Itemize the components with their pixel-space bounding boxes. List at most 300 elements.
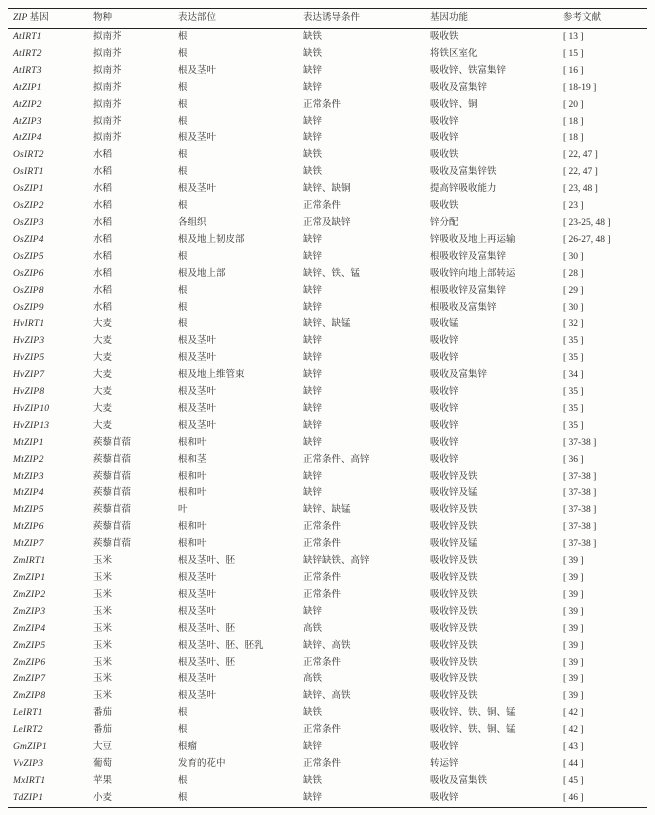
table-row — [8, 181, 647, 198]
location-cell: 根和叶 — [178, 539, 207, 550]
location-cell: 根及茎叶 — [178, 403, 217, 414]
location-cell: 根及茎叶、胚、胚乳 — [178, 640, 264, 651]
reference-cell: [ 39 ] — [563, 573, 584, 583]
location-cell: 根及茎叶 — [178, 691, 217, 702]
location-cell: 根和叶 — [178, 471, 207, 482]
table-row — [8, 266, 647, 283]
table-row — [8, 519, 647, 536]
function-cell: 吸收锌及铁 — [430, 471, 478, 482]
location-cell: 根 — [178, 302, 188, 313]
table-row — [8, 553, 647, 570]
condition-cell: 缺锌 — [303, 488, 323, 499]
table-row — [8, 638, 647, 655]
location-cell: 根及茎叶、胚 — [178, 657, 236, 668]
gene-cell: OsZIP1 — [13, 184, 44, 195]
gene-cell: LeIRT1 — [13, 708, 43, 719]
reference-cell: [ 43 ] — [563, 742, 584, 753]
species-cell: 水稻 — [93, 217, 113, 228]
table-row — [8, 97, 647, 114]
species-cell: 葡萄 — [93, 758, 113, 769]
reference-cell: [ 18 ] — [563, 116, 584, 127]
function-cell: 吸收锌、铁富集锌 — [430, 65, 507, 76]
condition-cell: 正常及缺锌 — [303, 217, 351, 228]
reference-cell: [ 37-38 ] — [563, 505, 597, 516]
table-row — [8, 418, 647, 435]
condition-cell: 缺铁 — [303, 150, 323, 161]
location-cell: 根及茎叶 — [178, 387, 217, 398]
function-cell: 根吸收锌及富集锌 — [430, 251, 507, 262]
table-row — [8, 688, 647, 705]
reference-cell: [ 37-38 ] — [563, 539, 597, 550]
species-cell: 蒺藜苜蓿 — [93, 437, 132, 448]
species-cell: 拟南芥 — [93, 48, 122, 59]
location-cell: 根 — [178, 708, 188, 719]
function-cell: 吸收锌、铁、铜、锰 — [430, 725, 516, 736]
function-cell: 锌分配 — [430, 217, 459, 228]
gene-cell: OsZIP2 — [13, 201, 44, 212]
table-row — [8, 790, 647, 807]
table-row — [8, 114, 647, 131]
col-header-condition: 表达诱导条件 — [298, 9, 425, 29]
gene-cell: ZmIRT1 — [13, 556, 46, 567]
location-cell: 根和茎 — [178, 454, 207, 465]
gene-cell: AtIRT2 — [13, 48, 42, 59]
function-cell: 吸收锌及铁 — [430, 657, 478, 668]
condition-cell: 缺铁 — [303, 32, 323, 42]
reference-cell: [ 39 ] — [563, 691, 584, 702]
condition-cell: 缺锌、高铁 — [303, 691, 351, 702]
table-header — [8, 9, 647, 29]
condition-cell: 正常条件 — [303, 758, 342, 769]
species-cell: 拟南芥 — [93, 32, 122, 42]
location-cell: 根及茎叶 — [178, 573, 217, 583]
condition-cell: 缺锌 — [303, 234, 323, 245]
reference-cell: [ 18-19 ] — [563, 82, 597, 93]
gene-cell: MtZIP6 — [13, 522, 44, 533]
gene-cell: GmZIP1 — [13, 742, 47, 753]
condition-cell: 正常条件 — [303, 589, 342, 600]
condition-cell: 缺锌 — [303, 471, 323, 482]
condition-cell: 缺锌 — [303, 420, 323, 431]
function-cell: 吸收锌及铁 — [430, 623, 478, 634]
species-cell: 大麦 — [93, 420, 113, 431]
table-body — [8, 29, 647, 808]
table-row — [8, 655, 647, 672]
function-cell: 吸收及富集锌 — [430, 370, 488, 381]
condition-cell: 缺铁 — [303, 167, 323, 178]
reference-cell: [ 39 ] — [563, 589, 584, 600]
gene-cell: OsIRT2 — [13, 150, 44, 161]
zip-gene-table — [8, 8, 647, 808]
gene-cell: ZmZIP7 — [13, 674, 46, 685]
location-cell: 根 — [178, 99, 188, 110]
table-row — [8, 435, 647, 452]
species-cell: 拟南芥 — [93, 99, 122, 110]
gene-cell: MtZIP7 — [13, 539, 44, 550]
table-row — [8, 671, 647, 688]
species-cell: 玉米 — [93, 556, 113, 567]
condition-cell: 缺锌、缺锰 — [303, 319, 351, 330]
location-cell: 根及地上部 — [178, 268, 226, 279]
gene-cell: HvZIP8 — [13, 387, 45, 398]
reference-cell: [ 39 ] — [563, 606, 584, 617]
condition-cell: 高铁 — [303, 674, 323, 685]
species-cell: 蒺藜苜蓿 — [93, 488, 132, 499]
reference-cell: [ 39 ] — [563, 623, 584, 634]
gene-cell: HvZIP5 — [13, 353, 45, 364]
table-row — [8, 249, 647, 266]
condition-cell: 缺锌 — [303, 403, 323, 414]
location-cell: 根 — [178, 150, 188, 161]
table-row — [8, 502, 647, 519]
condition-cell: 正常条件 — [303, 522, 342, 533]
reference-cell: [ 35 ] — [563, 403, 584, 414]
reference-cell: [ 36 ] — [563, 454, 584, 465]
gene-cell: MtZIP2 — [13, 454, 44, 465]
function-cell: 吸收锌 — [430, 454, 459, 465]
function-cell: 吸收锌及铁 — [430, 505, 478, 516]
condition-cell: 缺锌缺铁、高锌 — [303, 556, 370, 567]
species-cell: 玉米 — [93, 640, 113, 651]
gene-cell: TdZIP1 — [13, 792, 44, 803]
reference-cell: [ 18 ] — [563, 133, 584, 144]
table-row — [8, 232, 647, 249]
reference-cell: [ 37-38 ] — [563, 522, 597, 533]
table-row — [8, 570, 647, 587]
gene-cell: OsIRT1 — [13, 167, 44, 178]
species-cell: 蒺藜苜蓿 — [93, 505, 132, 516]
col-header-location: 表达部位 — [173, 9, 298, 29]
gene-cell: ZmZIP1 — [13, 573, 46, 583]
reference-cell: [ 23 ] — [563, 201, 584, 212]
gene-cell: VvZIP3 — [13, 758, 44, 769]
function-cell: 吸收锌及铁 — [430, 589, 478, 600]
condition-cell: 正常条件 — [303, 573, 342, 583]
header-row — [8, 9, 647, 29]
function-cell: 吸收及富集锌铁 — [430, 167, 497, 178]
gene-cell: AtZIP4 — [13, 133, 42, 144]
table-row — [8, 536, 647, 553]
table-row — [8, 316, 647, 333]
table-row — [8, 773, 647, 790]
reference-cell: [ 35 ] — [563, 353, 584, 364]
species-cell: 拟南芥 — [93, 116, 122, 127]
gene-cell: ZmZIP4 — [13, 623, 46, 634]
gene-header-italic: ZIP — [13, 13, 28, 23]
col-header-function: 基因功能 — [425, 9, 558, 29]
reference-cell: [ 30 ] — [563, 251, 584, 262]
table-row — [8, 29, 647, 46]
function-cell: 吸收锌 — [430, 353, 459, 364]
condition-cell: 缺锌 — [303, 792, 323, 803]
condition-cell: 缺锌 — [303, 285, 323, 296]
condition-cell: 正常条件 — [303, 657, 342, 668]
location-cell: 根和叶 — [178, 437, 207, 448]
function-cell: 吸收及富集铁 — [430, 775, 488, 786]
location-cell: 各组织 — [178, 217, 207, 228]
condition-cell: 缺锌 — [303, 133, 323, 144]
function-cell: 吸收铁 — [430, 32, 459, 42]
species-cell: 蒺藜苜蓿 — [93, 471, 132, 482]
species-cell: 玉米 — [93, 623, 113, 634]
function-cell: 吸收锰 — [430, 319, 459, 330]
gene-cell: HvZIP13 — [13, 420, 50, 431]
condition-cell: 缺锌 — [303, 353, 323, 364]
gene-cell: LeIRT2 — [13, 725, 43, 736]
location-cell: 根及茎叶 — [178, 353, 217, 364]
condition-cell: 正常条件 — [303, 99, 342, 110]
condition-cell: 缺锌 — [303, 116, 323, 127]
condition-cell: 缺锌 — [303, 82, 323, 93]
species-cell: 水稻 — [93, 201, 113, 212]
condition-cell: 缺锌 — [303, 437, 323, 448]
function-cell: 吸收锌及铁 — [430, 691, 478, 702]
function-cell: 吸收锌 — [430, 420, 459, 431]
reference-cell: [ 13 ] — [563, 32, 584, 42]
location-cell: 发育的花中 — [178, 758, 226, 769]
col-header-reference: 参考文献 — [558, 9, 647, 29]
location-cell: 根及茎叶、胚 — [178, 623, 236, 634]
condition-cell: 正常条件 — [303, 725, 342, 736]
reference-cell: [ 28 ] — [563, 268, 584, 279]
species-cell: 大豆 — [93, 742, 113, 753]
condition-cell: 高铁 — [303, 623, 323, 634]
table-row — [8, 367, 647, 384]
gene-cell: AtZIP2 — [13, 99, 42, 110]
species-cell: 水稻 — [93, 268, 113, 279]
function-cell: 吸收锌 — [430, 116, 459, 127]
table-row — [8, 164, 647, 181]
reference-cell: [ 42 ] — [563, 708, 584, 719]
table-row — [8, 300, 647, 317]
location-cell: 根 — [178, 32, 188, 42]
condition-cell: 缺锌、铁、锰 — [303, 268, 361, 279]
reference-cell: [ 37-38 ] — [563, 488, 597, 499]
species-cell: 玉米 — [93, 674, 113, 685]
species-cell: 水稻 — [93, 234, 113, 245]
reference-cell: [ 23-25, 48 ] — [563, 217, 611, 228]
function-cell: 吸收锌及锰 — [430, 488, 478, 499]
function-cell: 吸收锌及锰 — [430, 539, 478, 550]
reference-cell: [ 37-38 ] — [563, 471, 597, 482]
function-cell: 吸收锌向地上部转运 — [430, 268, 516, 279]
location-cell: 根及茎叶 — [178, 184, 217, 195]
table-row — [8, 333, 647, 350]
species-cell: 水稻 — [93, 167, 113, 178]
function-cell: 吸收锌 — [430, 742, 459, 753]
species-cell: 拟南芥 — [93, 133, 122, 144]
table-row — [8, 739, 647, 756]
gene-cell: ZmZIP2 — [13, 589, 46, 600]
location-cell: 根瘤 — [178, 742, 198, 753]
species-cell: 玉米 — [93, 589, 113, 600]
location-cell: 根 — [178, 285, 188, 296]
species-cell: 水稻 — [93, 150, 113, 161]
location-cell: 根及茎叶 — [178, 606, 217, 617]
gene-cell: HvZIP3 — [13, 336, 45, 347]
location-cell: 根 — [178, 82, 188, 93]
location-cell: 根及茎叶 — [178, 589, 217, 600]
gene-cell: AtZIP3 — [13, 116, 42, 127]
location-cell: 根及地上韧皮部 — [178, 234, 245, 245]
condition-cell: 缺锌 — [303, 742, 323, 753]
reference-cell: [ 34 ] — [563, 370, 584, 381]
function-cell: 吸收铁 — [430, 150, 459, 161]
table-row — [8, 283, 647, 300]
gene-cell: ZmZIP5 — [13, 640, 46, 651]
condition-cell: 缺铁 — [303, 48, 323, 59]
location-cell: 根 — [178, 48, 188, 59]
gene-cell: HvIRT1 — [13, 319, 45, 330]
reference-cell: [ 22, 47 ] — [563, 167, 598, 178]
condition-cell: 缺锌 — [303, 302, 323, 313]
gene-cell: MtZIP3 — [13, 471, 44, 482]
gene-cell: AtZIP1 — [13, 82, 42, 93]
gene-cell: OsZIP9 — [13, 302, 44, 313]
gene-cell: MxIRT1 — [13, 775, 46, 786]
reference-cell: [ 15 ] — [563, 48, 584, 59]
function-cell: 吸收锌 — [430, 336, 459, 347]
condition-cell: 缺锌 — [303, 370, 323, 381]
reference-cell: [ 35 ] — [563, 336, 584, 347]
gene-cell: AtIRT3 — [13, 65, 42, 76]
col-header-species: 物种 — [88, 9, 173, 29]
location-cell: 根 — [178, 775, 188, 786]
species-cell: 大麦 — [93, 403, 113, 414]
gene-cell: OsZIP8 — [13, 285, 44, 296]
condition-cell: 缺锌 — [303, 336, 323, 347]
species-cell: 拟南芥 — [93, 65, 122, 76]
location-cell: 根 — [178, 116, 188, 127]
table-row — [8, 469, 647, 486]
table-row — [8, 621, 647, 638]
species-cell: 玉米 — [93, 573, 113, 583]
species-cell: 水稻 — [93, 184, 113, 195]
function-cell: 吸收锌 — [430, 792, 459, 803]
function-cell: 吸收锌及铁 — [430, 674, 478, 685]
reference-cell: [ 44 ] — [563, 758, 584, 769]
reference-cell: [ 46 ] — [563, 792, 584, 803]
function-cell: 吸收锌、铜 — [430, 99, 478, 110]
gene-cell: HvZIP7 — [13, 370, 45, 381]
table-row — [8, 350, 647, 367]
function-cell: 转运锌 — [430, 758, 459, 769]
location-cell: 根及茎叶 — [178, 133, 217, 144]
function-cell: 吸收锌 — [430, 387, 459, 398]
location-cell: 根 — [178, 201, 188, 212]
condition-cell: 缺锌 — [303, 251, 323, 262]
reference-cell: [ 39 ] — [563, 640, 584, 651]
function-cell: 吸收锌及铁 — [430, 640, 478, 651]
table-row — [8, 147, 647, 164]
reference-cell: [ 16 ] — [563, 65, 584, 76]
function-cell: 根吸收及富集锌 — [430, 302, 497, 313]
table-row — [8, 198, 647, 215]
species-cell: 大麦 — [93, 336, 113, 347]
table-row — [8, 63, 647, 80]
table-row — [8, 215, 647, 232]
species-cell: 蒺藜苜蓿 — [93, 454, 132, 465]
species-cell: 大麦 — [93, 319, 113, 330]
gene-cell: HvZIP10 — [13, 403, 50, 414]
species-cell: 蒺藜苜蓿 — [93, 539, 132, 550]
gene-cell: MtZIP5 — [13, 505, 44, 516]
gene-cell: ZmZIP8 — [13, 691, 46, 702]
condition-cell: 缺锌 — [303, 606, 323, 617]
reference-cell: [ 30 ] — [563, 302, 584, 313]
reference-cell: [ 26-27, 48 ] — [563, 234, 611, 245]
species-cell: 大麦 — [93, 387, 113, 398]
condition-cell: 正常条件 — [303, 201, 342, 212]
reference-cell: [ 22, 47 ] — [563, 150, 598, 161]
species-cell: 番茄 — [93, 708, 113, 719]
gene-cell: OsZIP5 — [13, 251, 44, 262]
function-cell: 将铁区室化 — [430, 48, 478, 59]
reference-cell: [ 23, 48 ] — [563, 184, 598, 195]
table-row — [8, 401, 647, 418]
function-cell: 吸收锌 — [430, 437, 459, 448]
function-cell: 提高锌吸收能力 — [430, 184, 497, 195]
condition-cell: 正常条件、高锌 — [303, 454, 370, 465]
function-cell: 吸收铁 — [430, 201, 459, 212]
location-cell: 根 — [178, 251, 188, 262]
location-cell: 根 — [178, 319, 188, 330]
table-row — [8, 722, 647, 739]
table-row — [8, 705, 647, 722]
function-cell: 吸收锌及铁 — [430, 556, 478, 567]
condition-cell: 缺锌 — [303, 65, 323, 76]
table-row — [8, 384, 647, 401]
reference-cell: [ 45 ] — [563, 775, 584, 786]
reference-cell: [ 32 ] — [563, 319, 584, 330]
function-cell: 吸收锌 — [430, 403, 459, 414]
location-cell: 根和叶 — [178, 522, 207, 533]
reference-cell: [ 39 ] — [563, 674, 584, 685]
species-cell: 水稻 — [93, 302, 113, 313]
condition-cell: 缺锌、缺铜 — [303, 184, 351, 195]
reference-cell: [ 29 ] — [563, 285, 584, 296]
function-cell: 吸收锌及铁 — [430, 606, 478, 617]
function-cell: 根吸收锌及富集锌 — [430, 285, 507, 296]
function-cell: 吸收及富集锌 — [430, 82, 488, 93]
reference-cell: [ 35 ] — [563, 420, 584, 431]
condition-cell: 正常条件 — [303, 539, 342, 550]
species-cell: 蒺藜苜蓿 — [93, 522, 132, 533]
species-cell: 苹果 — [93, 775, 113, 786]
table-row — [8, 604, 647, 621]
gene-cell: OsZIP4 — [13, 234, 44, 245]
species-cell: 水稻 — [93, 285, 113, 296]
table-row — [8, 485, 647, 502]
table-row — [8, 80, 647, 97]
col-header-gene — [8, 9, 88, 29]
gene-cell: ZmZIP6 — [13, 657, 46, 668]
gene-cell: AtIRT1 — [13, 32, 42, 42]
condition-cell: 缺铁 — [303, 708, 323, 719]
condition-cell: 缺铁 — [303, 775, 323, 786]
reference-cell: [ 37-38 ] — [563, 437, 597, 448]
table-row — [8, 130, 647, 147]
condition-cell: 缺锌 — [303, 387, 323, 398]
species-cell: 大麦 — [93, 370, 113, 381]
location-cell: 根及茎叶 — [178, 65, 217, 76]
location-cell: 根及地上维管束 — [178, 370, 245, 381]
location-cell: 根及茎叶 — [178, 420, 217, 431]
location-cell: 叶 — [178, 505, 188, 516]
table-row — [8, 756, 647, 773]
species-cell: 玉米 — [93, 657, 113, 668]
function-cell: 吸收锌及铁 — [430, 522, 478, 533]
